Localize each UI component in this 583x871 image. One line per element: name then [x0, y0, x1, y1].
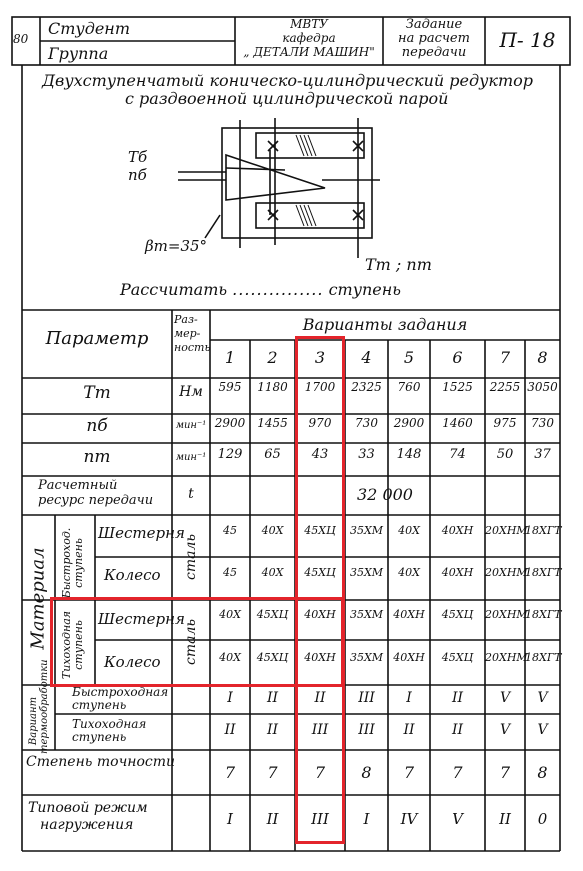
institution-block: МВТУ кафедра „ ДЕТАЛИ МАШИН": [243, 17, 375, 59]
resource-value: 32 000: [357, 485, 413, 504]
material-label: Материал: [27, 547, 49, 650]
unit-nt: мин⁻¹: [175, 452, 207, 463]
fast-wheel-material: 35ХМ: [349, 566, 384, 579]
load-value: I: [227, 810, 233, 828]
accuracy-value: 7: [499, 763, 511, 782]
resource-unit: t: [188, 486, 194, 502]
calc-line: Рассчитать ............... ступень: [120, 280, 401, 299]
tt-value: 760: [397, 380, 421, 394]
nb-value: 2900: [393, 416, 425, 430]
load-value: I: [363, 810, 370, 828]
slow-pinion-material: 35ХМ: [349, 608, 384, 621]
fast-pinion-material: 40Х: [261, 524, 284, 537]
speed-fast-label: nб: [128, 166, 147, 184]
heat-fast-value: V: [499, 690, 511, 706]
heat-fast-value: III: [358, 690, 375, 706]
heat-fast-value: I: [406, 690, 412, 706]
heat-slow-value: II: [451, 722, 464, 738]
fast-pinion-material: 40ХН: [441, 524, 474, 537]
load-label: Типовой режим нагружения: [28, 800, 148, 833]
slow-wheel-material: 18ХГТ: [525, 651, 562, 664]
slow-pinion-material: 45ХЦ: [256, 608, 289, 621]
accuracy-value: 7: [403, 763, 415, 782]
variant-number: 2: [267, 348, 278, 367]
tt-value: 2325: [351, 380, 382, 394]
heat-slow-value: III: [311, 722, 329, 738]
steel-label-slow: сталь: [183, 619, 199, 665]
load-value: III: [311, 810, 329, 828]
fast-pinion-material: 40Х: [398, 524, 420, 537]
load-value: II: [266, 810, 279, 828]
page-number: 80: [13, 32, 29, 46]
fast-wheel-label: Колесо: [104, 566, 161, 584]
heat-fast-value: II: [314, 690, 326, 706]
fast-pinion-material: 18ХГТ: [525, 524, 562, 537]
fast-wheel-material: 45ХЦ: [304, 566, 336, 579]
slow-pinion-material: 40Х: [219, 608, 241, 621]
accuracy-label: Степень точности: [26, 754, 176, 770]
nb-value: 730: [531, 416, 554, 430]
heat-fast-value: II: [451, 690, 464, 706]
param-header: Параметр: [45, 328, 149, 349]
heat-fast-value: I: [227, 690, 233, 706]
nt-value: 43: [311, 447, 329, 462]
variants-header: Варианты задания: [302, 315, 468, 334]
nt-value: 129: [217, 447, 243, 462]
load-value: V: [452, 810, 463, 828]
fast-pinion-material: 45: [223, 524, 237, 537]
slow-pinion-material: 40ХН: [393, 608, 425, 621]
tt-value: 595: [218, 380, 242, 394]
student-label: Студент: [48, 19, 131, 38]
nt-value: 50: [496, 447, 514, 462]
slow-stage-label: Тихоходная ступень: [60, 610, 85, 680]
slow-wheel-material: 45ХЦ: [256, 651, 289, 664]
title-line-2: с раздвоенной цилиндрической парой: [125, 89, 449, 108]
heat-slow-value: II: [403, 722, 415, 738]
heat-fast-value: II: [266, 690, 279, 706]
slow-pinion-material: 20ХНМ: [485, 608, 528, 621]
tt-value: 2255: [489, 380, 521, 394]
load-value: 0: [537, 810, 548, 828]
fast-stage-label: Быстроход. ступень: [60, 527, 85, 599]
fast-wheel-material: 18ХГТ: [525, 566, 562, 579]
unit-nb: мин⁻¹: [175, 420, 207, 431]
accuracy-value: 8: [361, 763, 372, 782]
fast-pinion-material: 45ХЦ: [304, 524, 336, 537]
title-line-1: Двухступенчатый коническо-цилиндрический редуктор: [42, 71, 533, 90]
variant-number: 7: [499, 348, 511, 367]
slow-wheel-material: 45ХЦ: [441, 651, 474, 664]
accuracy-value: 7: [267, 763, 278, 782]
slow-pinion-material: 18ХГТ: [525, 608, 562, 621]
accuracy-value: 7: [452, 763, 463, 782]
heat-slow-label: Тихоходная ступень: [72, 717, 147, 744]
highlight-slow-stage: [50, 597, 344, 687]
heat-slow-value: II: [266, 722, 279, 738]
heat-slow-value: V: [499, 722, 511, 738]
nt-value: 65: [264, 447, 281, 462]
task-code: П- 18: [499, 28, 556, 52]
tt-value: 1525: [442, 380, 473, 394]
nb-value: 1460: [442, 416, 473, 430]
fast-pinion-material: 20ХНМ: [485, 524, 528, 537]
group-label: Группа: [48, 44, 109, 63]
row-label-nt: nт: [83, 447, 111, 467]
output-label: Тт ; nт: [365, 255, 432, 274]
fast-wheel-material: 20ХНМ: [485, 566, 528, 579]
slow-wheel-material: 35ХМ: [349, 651, 384, 664]
accuracy-value: 7: [314, 763, 326, 782]
nb-value: 2900: [214, 416, 246, 430]
row-label-nb: nб: [86, 416, 108, 436]
tt-value: 3050: [527, 380, 558, 394]
nb-value: 730: [355, 416, 378, 430]
nt-value: 37: [534, 447, 551, 462]
row-label-tt: Тт: [83, 383, 111, 403]
slow-wheel-material: 20ХНМ: [485, 651, 528, 664]
resource-label: Расчетный ресурс передачи: [38, 478, 154, 508]
steel-label-fast: сталь: [183, 534, 199, 580]
variant-number: 1: [224, 348, 236, 367]
fast-pinion-label: Шестерня: [98, 524, 185, 542]
load-value: II: [499, 810, 511, 828]
load-value: IV: [400, 810, 418, 828]
accuracy-value: 7: [224, 763, 236, 782]
heat-slow-value: III: [358, 722, 375, 738]
slow-pinion-label: Шестерня: [98, 610, 185, 628]
fast-wheel-material: 45: [223, 566, 237, 579]
task-block: Задание на расчет передачи: [398, 17, 470, 60]
heat-fast-label: Быстроходная ступень: [72, 685, 169, 712]
nt-value: 74: [449, 447, 466, 462]
tt-value: 1180: [257, 380, 288, 394]
slow-wheel-label: Колесо: [104, 653, 161, 671]
dimension-header: Раз- мер- ность: [174, 313, 211, 354]
nb-value: 975: [493, 416, 517, 430]
heat-slow-value: V: [537, 722, 548, 738]
fast-wheel-material: 40ХН: [441, 566, 474, 579]
fast-wheel-material: 40Х: [398, 566, 420, 579]
variant-number: 4: [361, 348, 372, 367]
nb-value: 1455: [257, 416, 288, 430]
fast-pinion-material: 35ХМ: [349, 524, 384, 537]
nt-value: 148: [396, 447, 422, 462]
heat-slow-value: II: [224, 722, 236, 738]
accuracy-value: 8: [537, 763, 548, 782]
helix-angle-label: βm=35°: [145, 237, 208, 255]
slow-wheel-material: 40ХН: [304, 651, 336, 664]
variant-number: 5: [403, 348, 415, 367]
variant-number: 6: [452, 348, 463, 367]
heat-label: Вариант термообработки: [28, 659, 50, 754]
fast-wheel-material: 40Х: [261, 566, 284, 579]
slow-wheel-material: 40Х: [219, 651, 241, 664]
slow-pinion-material: 40ХН: [304, 608, 336, 621]
torque-fast-label: Тб: [128, 148, 148, 166]
tt-value: 1700: [304, 380, 336, 394]
highlight-variant-3: [295, 336, 345, 844]
unit-tt: Нм: [179, 384, 203, 400]
slow-pinion-material: 45ХЦ: [441, 608, 474, 621]
nb-value: 970: [308, 416, 332, 430]
nt-value: 33: [358, 447, 375, 462]
slow-wheel-material: 40ХН: [393, 651, 425, 664]
variant-number: 3: [314, 348, 326, 367]
heat-fast-value: V: [537, 690, 548, 706]
variant-number: 8: [537, 348, 548, 367]
